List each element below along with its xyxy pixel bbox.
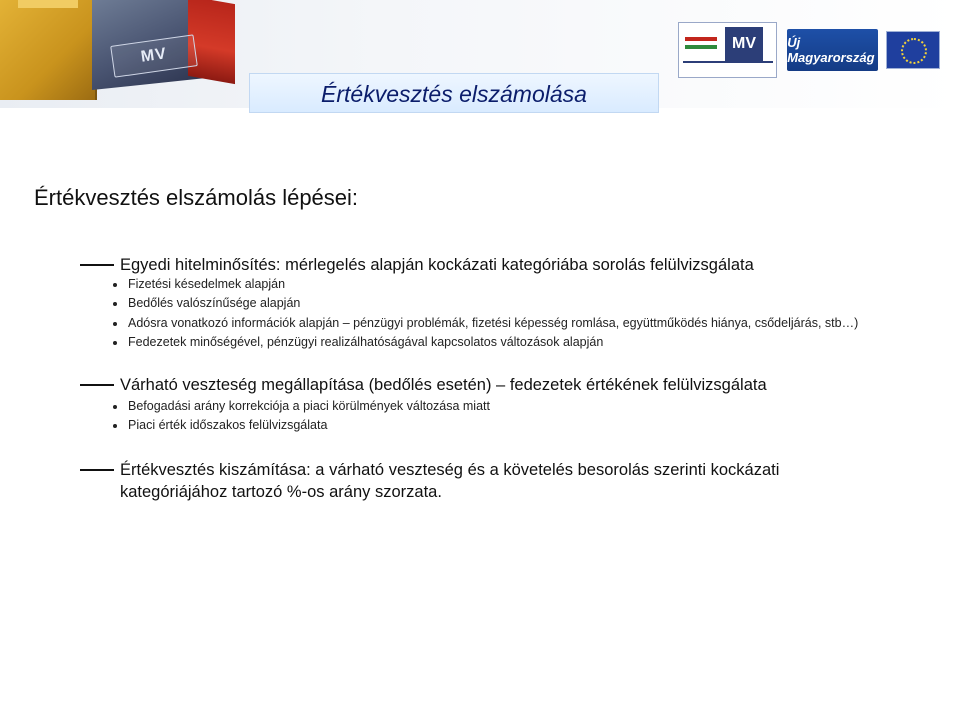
sub-item-text: Bedőlés valószínűsége alapján: [128, 296, 301, 310]
sub-list-item: [128, 418, 327, 432]
red-cube: [188, 0, 235, 84]
flag-green-stripe: [685, 45, 717, 49]
sub-item-text: Fizetési késedelmek alapján: [128, 277, 286, 291]
page-title: Értékvesztés elszámolása: [321, 80, 587, 107]
list-item-text: [120, 459, 779, 503]
list-item-text: Várható veszteség megállapítása (bedőlés esetén) – fedezetek értékének felülvizsgálata: [120, 376, 767, 394]
mvzrt-logo: [678, 22, 777, 78]
mvzrt-mark: MV: [725, 27, 763, 61]
section-heading: Értékvesztés elszámolás lépései:: [34, 185, 359, 210]
cube-logo: MV: [110, 34, 198, 77]
uj-magyarorszag-logo: Új Magyarország: [787, 29, 878, 71]
bullet-icon: [113, 341, 117, 345]
list-item-text-line1: Értékvesztés kiszámítása: a várható veszteség és a követelés besorolás szerinti kockázati: [120, 461, 780, 479]
sub-list-item: [128, 399, 490, 413]
yellow-cube-highlight: [18, 0, 78, 8]
sub-list-item: [128, 277, 285, 291]
bullet-icon: [113, 283, 117, 287]
sub-item-text: Piaci érték időszakos felülvizsgálata: [128, 418, 328, 432]
sub-item-text: Fedezetek minőségével, pénzügyi realizálhatóságával kapcsolatos változások alapján: [128, 335, 604, 349]
eu-stars-ring: [901, 38, 927, 64]
bullet-icon: [113, 424, 117, 428]
list-item: [80, 459, 779, 503]
mvzrt-underline: [683, 61, 773, 73]
sub-item-text: Befogadási arány korrekciója a piaci körülmények változása miatt: [128, 399, 490, 413]
eu-flag-icon: [886, 31, 940, 69]
bullet-icon: [113, 405, 117, 409]
sub-list-item: [128, 296, 300, 310]
list-item-text: Egyedi hitelminősítés: mérlegelés alapján kockázati kategóriába sorolás felülvizsgálata: [120, 256, 754, 274]
list-item: [80, 374, 767, 396]
bullet-icon: [113, 322, 117, 326]
flag-red-stripe: [685, 37, 717, 41]
logo-strip: [678, 20, 940, 80]
bullet-icon: [113, 302, 117, 306]
cubes-image: [0, 0, 235, 105]
title-box: [249, 73, 659, 113]
yellow-cube: [0, 0, 97, 100]
sub-item-text: Adósra vonatkozó információk alapján – pénzügyi problémák, fizetési képesség romlása, együttműködés hiánya, csődeljárás, stb…): [128, 316, 859, 330]
list-item: [80, 254, 754, 276]
list-item-text-line2: kategóriájához tartozó %-os arány szorzata.: [120, 483, 442, 501]
sub-list-item: [128, 316, 858, 330]
sub-list-item: [128, 335, 603, 349]
